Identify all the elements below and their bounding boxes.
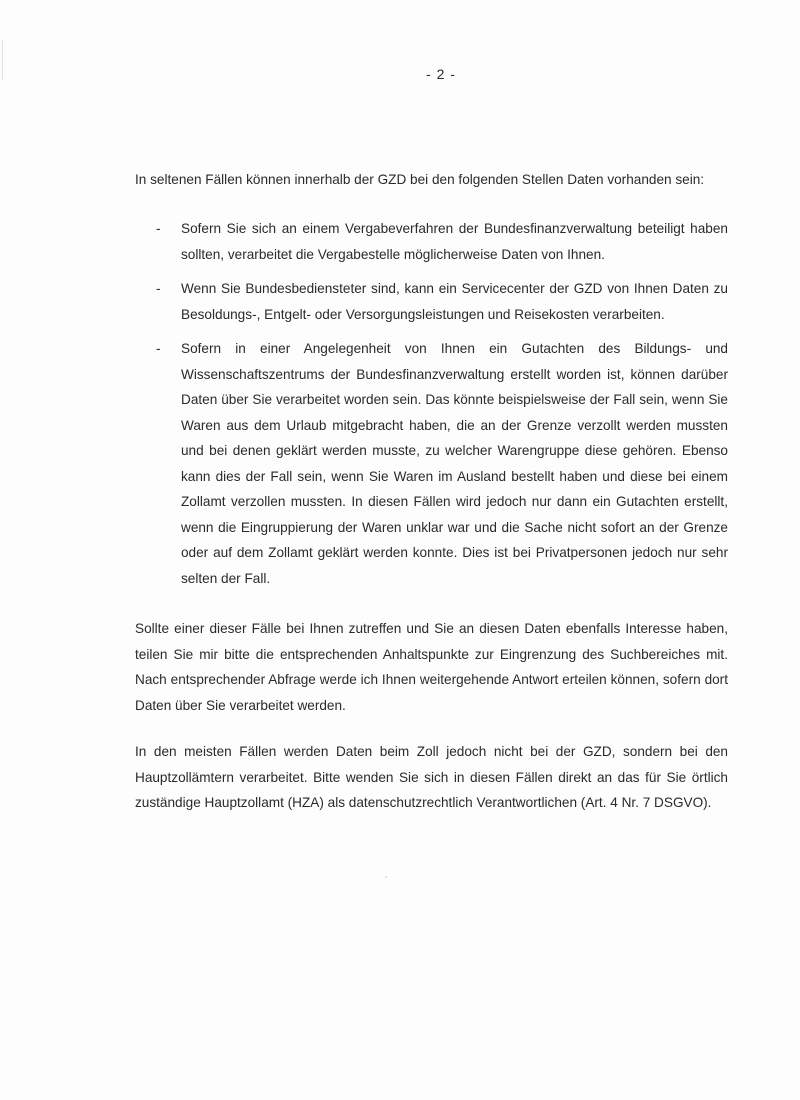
list-item-text: Sofern in einer Angelegenheit von Ihnen ein Gutachten des Bildungs- und Wissenschaftszentrums der Bundesfinanzverwaltung erstellt worden ist, können darüber Daten über Sie verarbeitet worden sein. Das könnte beispielsweise der Fall sein, wenn Sie Waren aus dem Urlaub mitgebracht haben, die an der Grenze verzollt werden mussten und bei denen geklärt werden musste, zu welcher Warengruppe diese gehören. Ebenso kann dies der Fall sein, wenn Sie Waren im Ausland bestellt haben und diese bei einem Zollamt verzollen mussten. In diesen Fällen wird jedoch nur dann ein Gutachten erstellt, wenn die Eingruppierung der Waren unklar war und die Sache nicht sofort an der Grenze oder auf dem Zollamt geklärt werden konnte. Dies ist bei Privatpersonen jedoch nur sehr selten der Fall. [181, 341, 728, 586]
list-dash: - [156, 221, 161, 236]
list-dash: - [156, 341, 161, 356]
list-item-vergabestelle [135, 216, 728, 267]
intro-paragraph: In seltenen Fällen können innerhalb der GZD bei den folgenden Stellen Daten vorhanden sein: [135, 172, 705, 187]
list-item-servicecenter [135, 276, 728, 327]
list-item-text: Sofern Sie sich an einem Vergabeverfahren der Bundesfinanzverwaltung beteiligt haben sollten, verarbeitet die Vergabestelle möglicherweise Daten von Ihnen. [181, 221, 728, 262]
data-locations-list [135, 216, 728, 600]
interest-paragraph: Sollte einer dieser Fälle bei Ihnen zutreffen und Sie an diesen Daten ebenfalls Interesse haben, teilen Sie mir bitte die entsprechenden Anhaltspunkte zur Eingrenzung des Suchbereiches mit. Nach entsprechender Abfrage werde ich Ihnen weitergehende Antwort erteilen können, sofern dort Daten über Sie verarbeitet werden. [135, 621, 728, 713]
hauptzollamt-paragraph: In den meisten Fällen werden Daten beim Zoll jedoch nicht bei der GZD, sondern bei den Hauptzollämtern verarbeitet. Bitte wenden Sie sich in diesen Fällen direkt an das für Sie örtlich zuständige Hauptzollamt (HZA) als datenschutzrechtlich Verantwortlichen (Art. 4 Nr. 7 DSGVO). [135, 744, 728, 810]
list-dash: - [156, 281, 161, 296]
list-item-gutachten [135, 336, 728, 591]
page-number: - 2 - [426, 66, 456, 82]
list-item-text: Wenn Sie Bundesbediensteter sind, kann ein Servicecenter der GZD von Ihnen Daten zu Besoldungs-, Entgelt- oder Versorgungsleistungen und Reisekosten verarbeiten. [181, 281, 728, 322]
scan-speck [385, 876, 387, 878]
